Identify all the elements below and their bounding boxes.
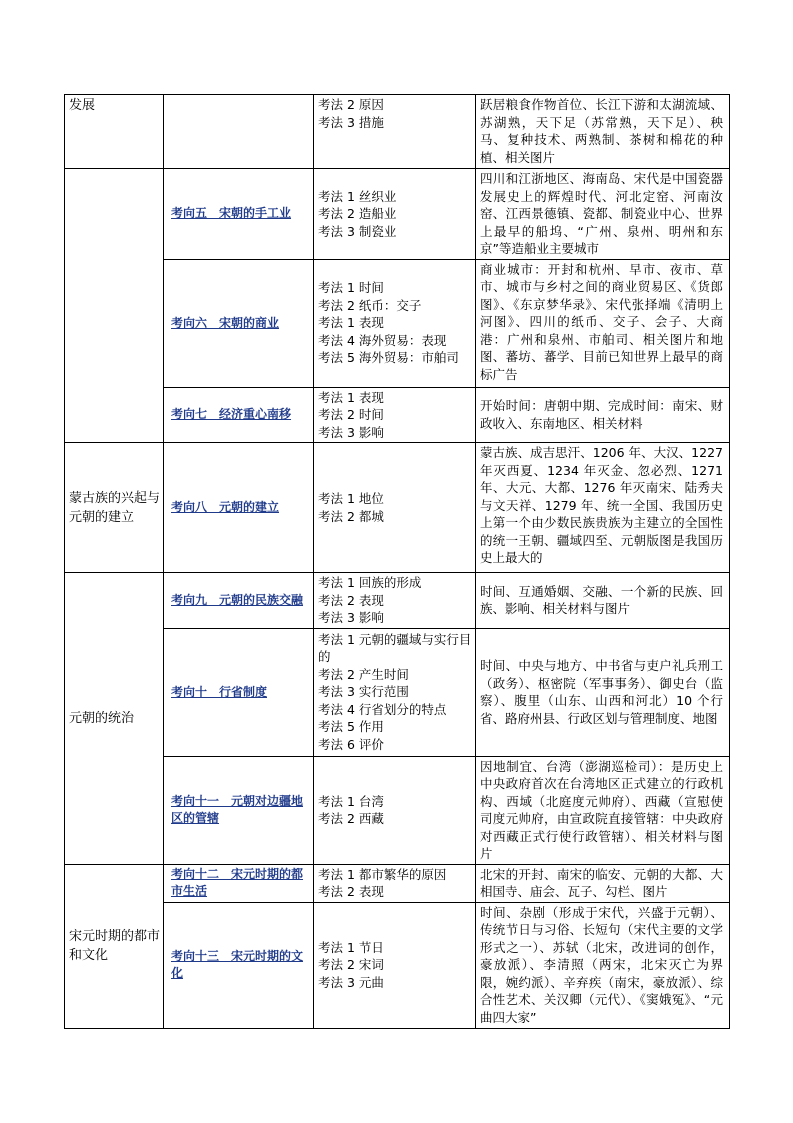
methods-cell <box>314 864 476 902</box>
methods-cell <box>314 95 476 169</box>
methods-cell <box>314 443 476 573</box>
content-cell <box>476 628 730 756</box>
method-item: 考法 2 时间 <box>318 407 384 422</box>
method-item: 考法 1 表现 <box>318 315 384 331</box>
content-cell: 蒙古族、成吉思汗、1206 年、大汉、1227 年灭西夏、1234 年灭金、忽必烈、1271 年、大元、大都、1276 年灭南宋、陆秀夫与文天祥、1279 年、统一全国、我国历史上第一个由少数民族贵族为主建立的全国性的统一王朝、疆域四至、元朝版图是我国历史上最大的 <box>476 443 730 573</box>
method-item: 考法 2 原因 <box>318 97 384 112</box>
content-cell: 因地制宜、台湾（澎湖巡检司）：是历史上中央政府首次在台湾地区正式建立的行政机构、西域（北庭度元帅府）、西藏（宣慰使司度元帅府，由宣政院直接管辖：中央政府对西藏正式行使行政管辖）、相关材料与图片 <box>476 756 730 864</box>
table-row <box>65 573 730 629</box>
content-text: 时间、互通婚姻、交融、一个新的民族、回族、影响、相关材料与图片 <box>480 583 723 617</box>
table-row <box>65 95 730 169</box>
direction-cell[interactable] <box>164 902 314 1028</box>
table-row <box>65 443 730 573</box>
method-item: 考法 1 台湾 <box>318 793 384 809</box>
direction-cell[interactable] <box>164 864 314 902</box>
section-cell: 宋元时期的都市和文化 <box>65 864 164 1028</box>
content-cell: 跃居粮食作物首位、长江下游和太湖流域、苏湖熟，天下足（苏常熟，天下足）、秧马、复种技术、两熟制、茶树和棉花的种植、相关图片 <box>476 95 730 169</box>
direction-link[interactable]: 考向八 元朝的建立 <box>171 500 280 514</box>
direction-cell[interactable] <box>164 628 314 756</box>
methods-cell <box>314 756 476 864</box>
direction-link[interactable]: 考向九 元朝的民族交融 <box>171 592 304 607</box>
direction-cell[interactable] <box>164 387 314 443</box>
direction-link[interactable]: 考向六 宋朝的商业 <box>171 315 280 330</box>
direction-cell[interactable] <box>164 573 314 629</box>
methods-cell <box>314 628 476 756</box>
method-item: 考法 1 回族的形成 <box>318 575 422 590</box>
method-item: 考法 3 元曲 <box>318 974 384 990</box>
content-cell: 商业城市：开封和杭州、早市、夜市、草市、城市与乡村之间的商业贸易区、《货郎图》、《东京梦华录》、宋代张择端《清明上河图》、四川的纸币、交子、会子、大商港：广州和泉州、市舶司、相关图片和地图、蕃坊、蕃学、目前已知世界上最早的商标广告 <box>476 259 730 387</box>
method-item: 考法 2 表现 <box>318 884 384 899</box>
content-cell: 时间、杂剧（形成于宋代，兴盛于元朝）、传统节日与习俗、长短句（宋代主要的文学形式之一）、苏轼（北宋，改进词的创作，豪放派）、李清照（两宋，北宋灭亡为界限，婉约派）、辛弃疾（南宋，豪放派）、综合性艺术、关汉卿（元代）、《窦娥冤》、“元曲四大家” <box>476 902 730 1028</box>
method-item: 考法 1 时间 <box>318 280 384 296</box>
method-item: 考法 2 都城 <box>318 508 384 524</box>
direction-link[interactable]: 考向十 行省制度 <box>171 684 268 699</box>
study-table-page <box>64 94 730 1029</box>
direction-link[interactable]: 考向五 宋朝的手工业 <box>171 206 292 221</box>
method-item: 考法 1 表现 <box>318 389 384 405</box>
method-item: 考法 1 地位 <box>318 491 384 506</box>
method-item: 考法 3 实行范围 <box>318 684 409 700</box>
method-item: 考法 5 海外贸易：市舶司 <box>318 350 459 366</box>
method-item: 考法 2 造船业 <box>318 206 397 221</box>
table-row <box>65 259 730 387</box>
method-item: 考法 1 节日 <box>318 939 384 955</box>
content-cell: 四川和江浙地区、海南岛、宋代是中国瓷器发展史上的辉煌时代、河北定窑、河南汝窑、江西景德镇、瓷都、制瓷业中心、世界上最早的船坞、“广州、泉州、明州和东京”等造船业主要城市 <box>476 169 730 260</box>
method-item: 考法 2 宋词 <box>318 957 384 973</box>
method-item: 考法 1 丝织业 <box>318 188 397 204</box>
content-cell <box>476 573 730 629</box>
methods-cell <box>314 573 476 629</box>
method-item: 考法 1 都市繁华的原因 <box>318 866 447 882</box>
direction-cell[interactable] <box>164 169 314 260</box>
direction-cell <box>164 95 314 169</box>
methods-cell <box>314 902 476 1028</box>
direction-link[interactable]: 考向十一 元朝对边疆地区的管辖 <box>171 794 304 825</box>
method-item: 考法 3 措施 <box>318 114 384 130</box>
table-row <box>65 902 730 1028</box>
direction-link[interactable]: 考向十三 宋元时期的文化 <box>171 949 304 980</box>
direction-cell[interactable] <box>164 259 314 387</box>
table-row <box>65 756 730 864</box>
direction-link[interactable]: 考向十二 宋元时期的都市生活 <box>171 867 304 898</box>
table-row <box>65 169 730 260</box>
section-cell: 元朝的统治 <box>65 573 164 865</box>
method-item: 考法 6 评价 <box>318 736 384 752</box>
method-item: 考法 5 作用 <box>318 719 384 735</box>
method-item: 考法 3 制瓷业 <box>318 223 397 239</box>
method-item: 考法 3 影响 <box>318 610 384 625</box>
table-row <box>65 628 730 756</box>
methods-cell <box>314 387 476 443</box>
section-cell-continued <box>65 169 164 443</box>
table-row <box>65 864 730 902</box>
method-item: 考法 4 行省划分的特点 <box>318 701 447 717</box>
methods-cell <box>314 169 476 260</box>
section-cell: 发展 <box>65 95 164 169</box>
content-cell <box>476 387 730 443</box>
direction-cell[interactable] <box>164 756 314 864</box>
method-item: 考法 2 产生时间 <box>318 666 409 682</box>
method-item: 考法 4 海外贸易：表现 <box>318 332 447 348</box>
method-item: 考法 2 西藏 <box>318 811 384 826</box>
method-item: 考法 1 元朝的疆域与实行目的 <box>318 631 472 665</box>
table-row <box>65 387 730 443</box>
content-text: 时间、中央与地方、中书省与吏户礼兵刑工（政务）、枢密院（军事事务）、御史台（监察）、腹里（山东、山西和河北）10 个行省、路府州县、行政区划与管理制度、地图 <box>480 658 723 726</box>
direction-link[interactable]: 考向七 经济重心南移 <box>171 407 292 422</box>
content-cell: 北宋的开封、南宋的临安、元朝的大都、大相国寺、庙会、瓦子、勾栏、图片 <box>476 864 730 902</box>
knowledge-table <box>64 94 730 1029</box>
method-item: 考法 3 影响 <box>318 424 384 440</box>
method-item: 考法 2 表现 <box>318 592 384 608</box>
direction-cell[interactable] <box>164 443 314 573</box>
section-cell: 蒙古族的兴起与元朝的建立 <box>65 443 164 573</box>
method-item: 考法 2 纸币：交子 <box>318 297 422 313</box>
content-text: 开始时间：唐朝中期、完成时间：南宋、财政收入、东南地区、相关材料 <box>480 398 723 431</box>
methods-cell <box>314 259 476 387</box>
